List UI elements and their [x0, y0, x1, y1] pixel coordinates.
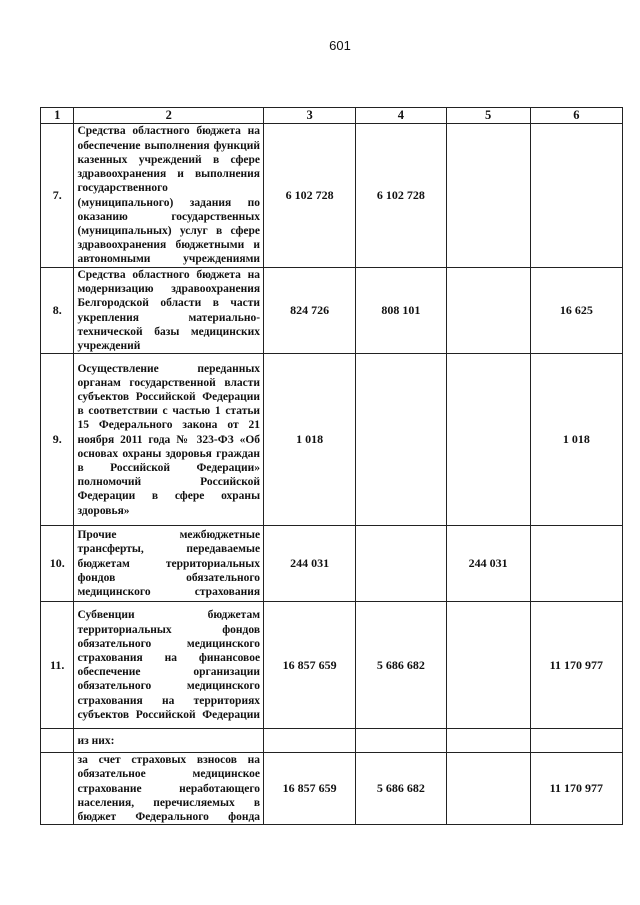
row-description: Субвенции бюджетам территориальных фондов обязательного медицинского страхования на финансовое обеспечение организации обязательного медицинского страхования на территориях субъектов Российской Федерации: [74, 602, 264, 729]
row-description: из них:: [74, 729, 264, 753]
table-row: [41, 526, 623, 602]
row-value-col-5: [446, 124, 530, 268]
row-number: 8.: [41, 268, 74, 354]
row-value-col-5: [446, 753, 530, 825]
table-row: [41, 753, 623, 825]
table-header-row: [41, 108, 623, 124]
row-value-col-3: 6 102 728: [264, 124, 356, 268]
row-value-col-6: 1 018: [530, 354, 622, 526]
row-value-col-5: [446, 354, 530, 526]
row-value-col-5: [446, 729, 530, 753]
row-value-col-4: 5 686 682: [356, 602, 446, 729]
table-row: [41, 268, 623, 354]
row-value-col-3: 1 018: [264, 354, 356, 526]
row-number: [41, 729, 74, 753]
header-col-3: 3: [264, 108, 356, 124]
row-value-col-6: 11 170 977: [530, 753, 622, 825]
row-value-col-4: 5 686 682: [356, 753, 446, 825]
row-number: 7.: [41, 124, 74, 268]
row-value-col-6: [530, 526, 622, 602]
table-row: [41, 602, 623, 729]
header-col-6: 6: [530, 108, 622, 124]
header-col-4: 4: [356, 108, 446, 124]
row-value-col-3: 244 031: [264, 526, 356, 602]
row-value-col-3: 824 726: [264, 268, 356, 354]
table-row: [41, 729, 623, 753]
row-value-col-3: 16 857 659: [264, 602, 356, 729]
header-col-1: 1: [41, 108, 74, 124]
row-value-col-4: 808 101: [356, 268, 446, 354]
row-value-col-5: 244 031: [446, 526, 530, 602]
row-value-col-4: [356, 526, 446, 602]
row-value-col-4: 6 102 728: [356, 124, 446, 268]
row-number: [41, 753, 74, 825]
header-col-5: 5: [446, 108, 530, 124]
row-value-col-5: [446, 268, 530, 354]
row-value-col-6: 16 625: [530, 268, 622, 354]
row-description: Осуществление переданных органам государственной власти субъектов Российской Федерации в соответствии с частью 1 статьи 15 Федерального закона от 21 ноября 2011 года № 323-ФЗ «Об основах охраны здоровья граждан в Российской Федерации» полномочий Российской Федерации в сфере охраны здоровья»: [74, 354, 264, 526]
page-number: 601: [329, 38, 351, 53]
header-col-2: 2: [74, 108, 264, 124]
table-row: [41, 354, 623, 526]
row-number: 11.: [41, 602, 74, 729]
table-row: [41, 124, 623, 268]
row-value-col-5: [446, 602, 530, 729]
row-value-col-6: [530, 124, 622, 268]
row-value-col-3: [264, 729, 356, 753]
row-description: за счет страховых взносов на обязательное медицинское страхование неработающего населения, перечисляемых в бюджет Федерального фонда: [74, 753, 264, 825]
row-description: Средства областного бюджета на модернизацию здравоохранения Белгородской области в части укрепления материально-технической базы медицинских учреждений: [74, 268, 264, 354]
row-number: 9.: [41, 354, 74, 526]
row-description: Средства областного бюджета на обеспечение выполнения функций казенных учреждений в сфере здравоохранения и выполнения государственного (муниципального) задания по оказанию государственных (муниципальных) услуг в сфере здравоохранения бюджетными и автономными учреждениями: [74, 124, 264, 268]
row-value-col-6: [530, 729, 622, 753]
budget-table: [40, 107, 623, 825]
row-value-col-4: [356, 354, 446, 526]
row-description: Прочие межбюджетные трансферты, передаваемые бюджетам территориальных фондов обязательного медицинского страхования: [74, 526, 264, 602]
row-value-col-3: 16 857 659: [264, 753, 356, 825]
row-value-col-4: [356, 729, 446, 753]
row-value-col-6: 11 170 977: [530, 602, 622, 729]
row-number: 10.: [41, 526, 74, 602]
